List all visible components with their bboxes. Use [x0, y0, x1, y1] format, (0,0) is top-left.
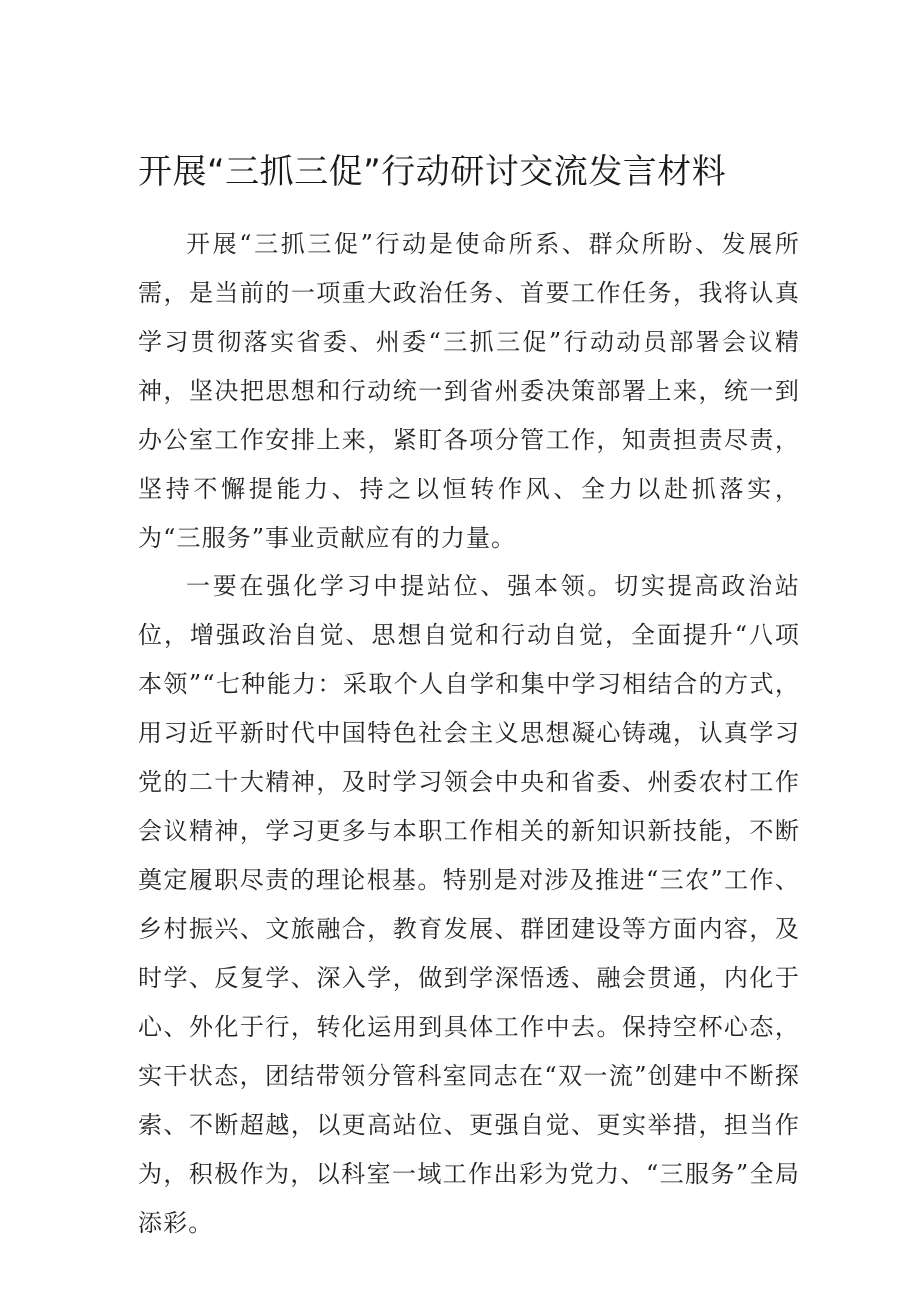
paragraph-study: 一要在强化学习中提站位、强本领。切实提高政治站位，增强政治自觉、思想自觉和行动自觉，全面提升“八项本领”“七种能力：采取个人自学和集中学习相结合的方式，用习近平新时代中国特色社会主义思想凝心铸魂，认真学习党的二十大精神，及时学习领会中央和省委、州委农村工作会议精神，学习更多与本职工作相关的新知识新技能，不断奠定履职尽责的理论根基。特别是对涉及推进“三农”工作、乡村振兴、文旅融合，教育发展、群团建设等方面内容，及时学、反复学、深入学，做到学深悟透、融会贯通，内化于心、外化于行，转化运用到具体工作中去。保持空杯心态，实干状态，团结带领分管科室同志在“双一流”创建中不断探索、不断超越，以更高站位、更强自觉、更实举措，担当作为，积极作为，以科室一域工作出彩为党力、“三服务”全局添彩。	[138, 572, 800, 1237]
paragraph-intro: 开展“三抓三促”行动是使命所系、群众所盼、发展所需，是当前的一项重大政治任务、首要工作任务，我将认真学习贯彻落实省委、州委“三抓三促”行动动员部署会议精神，坚决把思想和行动统一到省州委决策部署上来，统一到办公室工作安排上来，紧盯各项分管工作，知责担责尽责，坚持不懈提能力、持之以恒转作风、全力以赴抓落实，为“三服务”事业贡献应有的力量。	[138, 230, 800, 552]
document-title: 开展“三抓三促”行动研讨交流发言材料	[138, 152, 727, 192]
